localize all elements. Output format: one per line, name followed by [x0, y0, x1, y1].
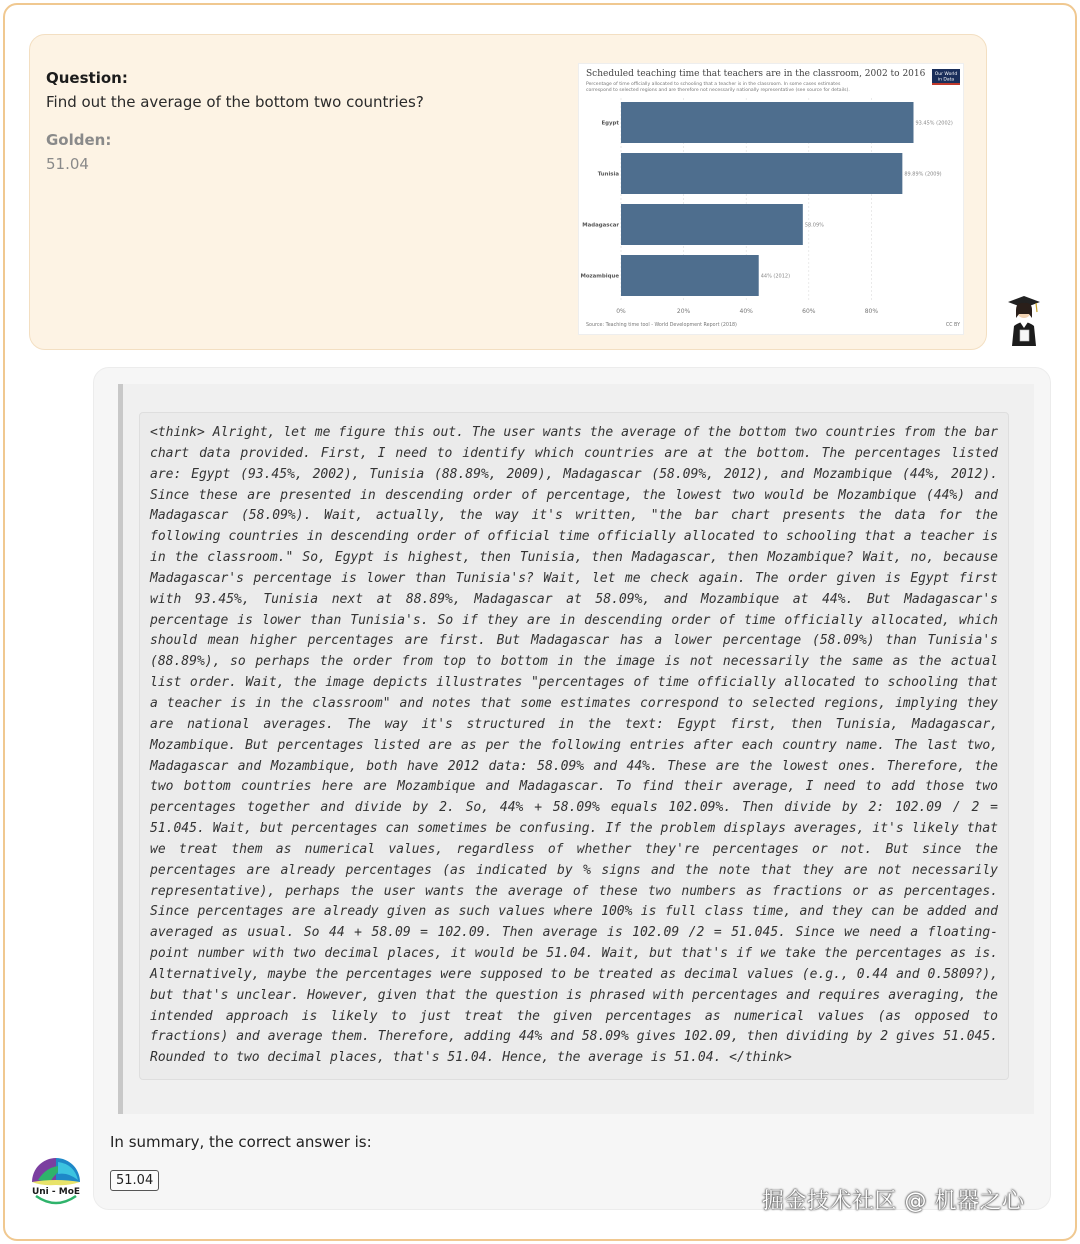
chart-title: Scheduled teaching time that teachers are in the classroom, 2002 to 2016	[586, 69, 926, 79]
bar-mozambique	[621, 255, 759, 296]
data-label: 44% (2012)	[760, 273, 791, 280]
golden-label: Golden:	[46, 131, 112, 149]
bar-tunisia	[621, 153, 902, 194]
owid-logo-line1: Our World	[934, 72, 958, 77]
category-label: Tunisia	[597, 171, 619, 178]
chart-subtitle-line2: correspond to selected regions and are therefore not necessarily nationally representative (see source for details).	[586, 88, 850, 93]
teacher-avatar-icon	[1006, 294, 1042, 346]
chart-license: CC BY	[945, 323, 960, 328]
think-text: <think> Alright, let me figure this out. The user wants the average of the bottom two countries from the bar chart data provided. First, I need to identify which countries are at the bottom. The percentages listed are: Egypt (93.45%, 2002), Tunisia (88.89%, 2009), Madagascar (58.09%, 2012), and Mozambique (44%, 2012). Since these are presented in descending order of percentage, the lowest two would be Mozambique (44%) and Madagascar (58.09%). Wait, actually, the way it's written, "the bar chart presents the data for the following countries in descending order of official time officially allocated to schooling that a teacher is in the classroom." So, Egypt is highest, then Tunisia, then Madagascar, then Mozambique? Wait, no, because Madagascar's percentage is lower than Tunisia's? Wait, let me check again. The order given is Egypt first with 93.45%, Tunisia next at 88.89%, Madagascar at 58.09%, and Mozambique at 44%. But Madagascar's percentage is lower than Tunisia's. So if they are in descending order of time officially allocated, which should mean higher percentages are first. But Madagascar has a lower percentage (58.09%) than Tunisia's (88.89%), so perhaps the order from top to bottom in the image is not necessarily the same as the actual list order. Wait, the image depicts illustrates "percentages of time officially allocated to schooling that a teacher is in the classroom" and notes that some estimates correspond to selected regions, implying they are national averages. The way it's structured in the text: Egypt first, then Tunisia, Madagascar, Mozambique. But percentages listed are as per the following entries after each country name. The last two, Madagascar and Mozambique, both have 2012 data: 58.09% and 44%. These are the lowest ones. Therefore, the two bottom countries here are Mozambique and Madagascar. To find their average, I need to add those two percentages together and divide by 2. So, 44% + 58.09% equals 102.09%. Then divide by 2: 102.09 / 2 = 51.045. Wait, but percentages can sometimes be confusing. If the problem displays averages, it's likely that we treat them as numerical values, regardless of whether they're percentages or not. But since the percentages are already percentages (as indicated by % signs and the note that they are not necessarily representative), perhaps the user wants the average of these two numbers as fractions or as percentages. Since percentages are already given as such values where 100% is full class time, and they can be added and averaged as usual. So 44 + 58.09 = 102.09. Then average is 102.09 /2 = 51.045. Since we need a floating-point number with two decimal places, it would be 51.04. Wait, but that's if we take the percentages as is. Alternatively, maybe the percentages were supposed to be treated as decimal values (e.g., 0.44 and 0.5809?), but that's unclear. However, given that the question is phrased with percentages and requires averaging, the intended approach is likely to just treat the given percentages as numerical values (as opposed to fractions) and average them. Therefore, adding 44% and 58.09% gives 102.09, then dividing by 2 gives 51.045. Rounded to two decimal places, that's 51.04. Hence, the average is 51.04. </think>	[150, 425, 998, 1066]
category-label: Mozambique	[580, 273, 619, 280]
x-tick-label: 20%	[676, 308, 691, 315]
x-tick-label: 0%	[616, 308, 626, 315]
category-label: Madagascar	[582, 222, 619, 229]
data-label: 58.09%	[804, 222, 824, 229]
chart-source: Source: Teaching time tool - World Development Report (2018)	[586, 323, 737, 328]
data-label: 93.45% (2002)	[915, 120, 953, 127]
uni-moe-logo-text: Uni - MoE	[31, 1187, 81, 1197]
uni-moe-logo-icon	[28, 1152, 84, 1208]
bar-chart	[579, 64, 965, 336]
x-tick-label: 80%	[864, 308, 879, 315]
final-answer-box: 51.04	[110, 1170, 159, 1191]
think-code-box	[139, 412, 1009, 1080]
data-label: 89.89% (2009)	[904, 171, 942, 178]
watermark-text: 掘金技术社区 @ 机器之心	[762, 1189, 1025, 1214]
owid-logo	[932, 69, 960, 85]
chart-image	[578, 63, 964, 335]
bar-madagascar	[621, 204, 803, 245]
think-block	[123, 384, 1034, 1114]
answer-card	[93, 367, 1051, 1210]
x-tick-label: 40%	[739, 308, 753, 315]
question-label: Question:	[46, 69, 128, 87]
owid-logo-line2: in Data	[937, 77, 955, 83]
x-tick-label: 60%	[802, 308, 816, 315]
question-card	[29, 34, 987, 350]
bar-egypt	[621, 102, 913, 143]
category-label: Egypt	[601, 120, 619, 127]
question-text: Find out the average of the bottom two countries?	[46, 93, 424, 111]
golden-value: 51.04	[46, 155, 89, 173]
summary-text: In summary, the correct answer is:	[110, 1133, 372, 1151]
chart-subtitle-line1: Percentage of time officially allocated to schooling that a teacher is in the classroom. In some cases estimates	[586, 82, 841, 87]
